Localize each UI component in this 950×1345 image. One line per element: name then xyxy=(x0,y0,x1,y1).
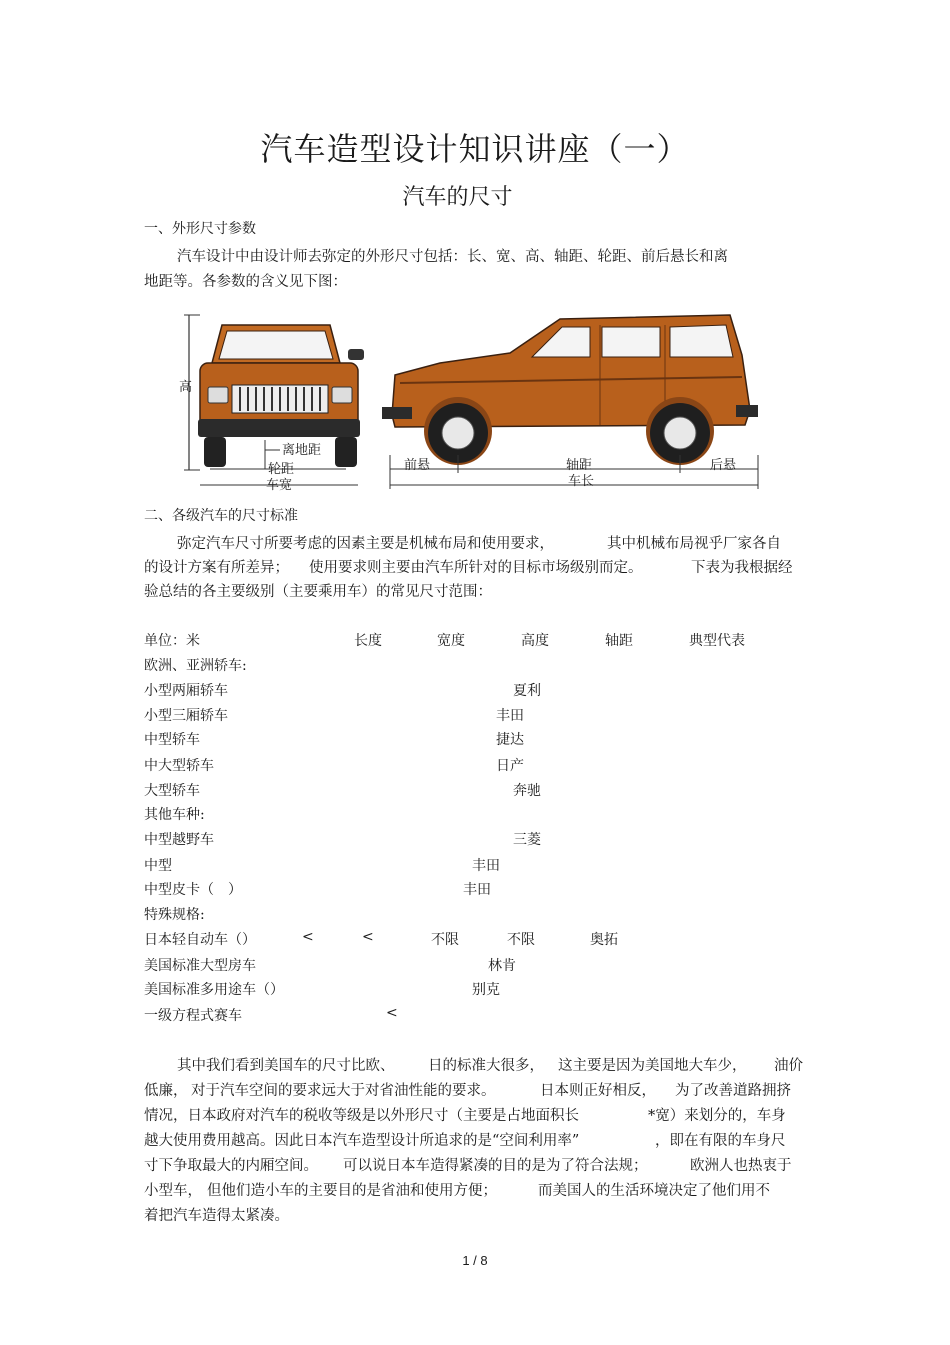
table-cell-rep: 夏利 xyxy=(513,683,541,699)
table-cell-length: < xyxy=(302,929,314,945)
table-row: 中型轿车 xyxy=(144,732,200,748)
label-width: 车宽 xyxy=(266,478,293,493)
label-front-overhang: 前悬 xyxy=(404,458,431,473)
section2-para-line1: 弥定汽车尺寸所要考虑的因素主要是机械布局和使用要求， xyxy=(177,536,554,552)
section2-para-line3: 验总结的各主要级别（主要乘用车）的常见尺寸范围： xyxy=(144,584,492,600)
closing-text: 日本则正好相反， xyxy=(540,1083,656,1099)
table-row: 小型三厢轿车 xyxy=(144,708,228,724)
closing-text: 为了改善道路拥挤 xyxy=(675,1083,791,1099)
closing-text: 但他们造小车的主要目的是省油和使用方便； xyxy=(207,1183,497,1199)
section2-para-line2c: 下表为我根据经 xyxy=(691,560,793,576)
table-cell-rep: 三菱 xyxy=(513,832,541,848)
closing-text: 情况，日本政府对汽车的税收等级是以外形尺寸（主要是占地面积长 xyxy=(144,1108,579,1124)
closing-text: 越大使用费用越高。因此日本汽车造型设计所追求的是“空间利用率” xyxy=(144,1133,580,1149)
closing-text: *宽）来划分的，车身 xyxy=(648,1108,786,1124)
closing-text: 寸下争取最大的内厢空间。 xyxy=(144,1158,318,1174)
section1-heading: 一、外形尺寸参数 xyxy=(144,221,256,237)
closing-text: 这主要是因为美国地大车少， xyxy=(558,1058,747,1074)
closing-text: 欧洲人也热衷于 xyxy=(690,1158,792,1174)
table-header-height: 高度 xyxy=(521,633,549,649)
label-length: 车长 xyxy=(568,474,595,489)
table-cell-rep: 奔驰 xyxy=(513,783,541,799)
table-unit: 单位：米 xyxy=(144,633,200,649)
section2-para-line2: 的设计方案有所差异； xyxy=(144,560,289,576)
section2-para-line2b: 使用要求则主要由汽车所针对的目标市场级别而定。 xyxy=(309,560,643,576)
car-dimensions-figure xyxy=(170,305,770,495)
table-cell-height: 不限 xyxy=(431,932,459,948)
table-row: 其他车种: xyxy=(144,807,205,823)
table-cell-rep: 丰田 xyxy=(472,858,500,874)
table-header-length: 长度 xyxy=(354,633,382,649)
table-row: 美国标准多用途车（） xyxy=(144,982,284,998)
table-row: 日本轻自动车（） xyxy=(144,932,256,948)
closing-text: 油价 xyxy=(774,1058,803,1074)
closing-text: 着把汽车造得太紧凑。 xyxy=(144,1208,289,1224)
label-height: 高 xyxy=(179,380,193,395)
table-header-representative: 典型代表 xyxy=(689,633,745,649)
table-row: 美国标准大型房车 xyxy=(144,958,256,974)
section1-para-line2: 地距等。各参数的含义见下图： xyxy=(144,274,347,290)
table-row: 中大型轿车 xyxy=(144,758,214,774)
table-row: 中型越野车 xyxy=(144,832,214,848)
closing-text: ，即在有限的车身尺 xyxy=(655,1133,786,1149)
label-track: 轮距 xyxy=(268,462,295,477)
closing-text: 日的标准大很多， xyxy=(428,1058,544,1074)
section1-para-line1: 汽车设计中由设计师去弥定的外形尺寸包括：长、宽、高、轴距、轮距、前后悬长和离 xyxy=(177,249,728,265)
table-cell-wheelbase: 不限 xyxy=(507,932,535,948)
table-cell-rep: 丰田 xyxy=(496,708,524,724)
page-number: 1 / 8 xyxy=(462,1253,488,1268)
table-cell-rep: 丰田 xyxy=(463,882,491,898)
closing-text: 可以说日本车造得紧凑的目的是为了符合法规； xyxy=(343,1158,648,1174)
closing-text: 低廉， xyxy=(144,1083,188,1099)
table-row: 欧洲、亚洲轿车: xyxy=(144,658,247,674)
label-wheelbase: 轴距 xyxy=(566,458,593,473)
section2-para-line1b: 其中机械布局视乎厂家各自 xyxy=(607,536,781,552)
section2-heading: 二、各级汽车的尺寸标准 xyxy=(144,508,298,524)
table-cell-rep: 林肯 xyxy=(488,958,516,974)
table-row: 特殊规格: xyxy=(144,907,205,923)
table-cell-rep: 奥拓 xyxy=(590,932,618,948)
closing-text: 小型车， xyxy=(144,1183,202,1199)
table-row: 中型 xyxy=(144,858,172,874)
table-row: 中型皮卡（ ） xyxy=(144,882,242,898)
table-header-wheelbase: 轴距 xyxy=(605,633,633,649)
label-rear-overhang: 后悬 xyxy=(710,458,737,473)
table-row: 小型两厢轿车 xyxy=(144,683,228,699)
front-view-car xyxy=(184,315,364,485)
table-row: 一级方程式赛车 xyxy=(144,1008,242,1024)
closing-text: 对于汽车空间的要求远大于对省油性能的要求。 xyxy=(191,1083,496,1099)
table-row: 大型轿车 xyxy=(144,783,200,799)
label-ground-clearance: 离地距 xyxy=(282,443,322,458)
table-cell-rep: 日产 xyxy=(496,758,524,774)
closing-text: 其中我们看到美国车的尺寸比欧、 xyxy=(177,1058,395,1074)
table-cell-rep: 捷达 xyxy=(496,732,524,748)
table-cell-width: < xyxy=(386,1005,398,1021)
table-cell-width: < xyxy=(362,929,374,945)
table-header-width: 宽度 xyxy=(437,633,465,649)
page-subtitle: 汽车的尺寸 xyxy=(402,185,513,210)
page-title: 汽车造型设计知识讲座（一） xyxy=(260,130,690,168)
table-cell-rep: 别克 xyxy=(472,982,500,998)
closing-text: 而美国人的生活环境决定了他们用不 xyxy=(538,1183,770,1199)
